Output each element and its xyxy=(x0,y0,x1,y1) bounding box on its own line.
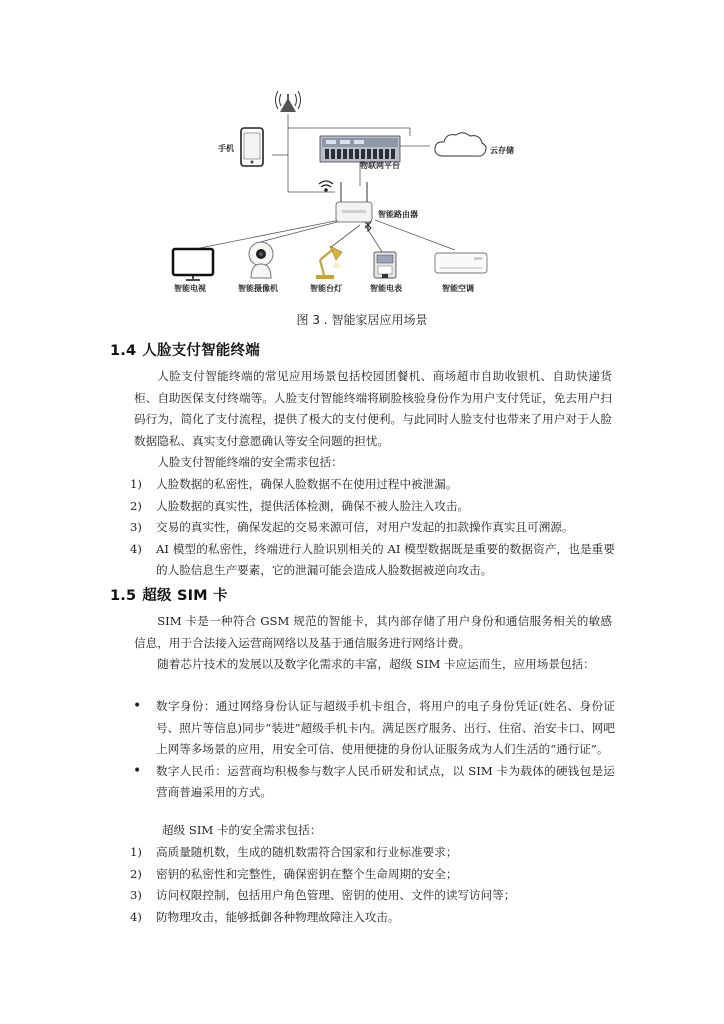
label-iot-platform: 物联网平台 xyxy=(360,161,400,170)
list-item xyxy=(110,696,615,761)
list-number: 4) xyxy=(130,541,142,556)
list-text: 人脸数据的私密性，确保人脸数据不在使用过程中被泄漏。 xyxy=(156,477,458,491)
list-item xyxy=(110,539,615,582)
bullet-mark: • xyxy=(133,762,142,779)
section-title: 超级 SIM 卡 xyxy=(142,588,228,604)
paragraph-face-pay-req-intro: 人脸支付智能终端的安全需求包括： xyxy=(157,455,343,469)
bullet-mark: • xyxy=(133,698,142,714)
list-item xyxy=(110,517,615,539)
label-camera: 智能摄像机 xyxy=(238,284,278,293)
list-text: 数字身份：通过网络身份认证与超级手机卡组合，将用户的电子身份凭证(姓名、身份证号、照片等信息)同步“装进”超级手机卡内。满足医疗服务、出行、住宿、治安卡口、网吧上网等多场景的应用，用安全可信、使用便捷的身份认证服务成为人们生活的“通行证”。 xyxy=(156,699,615,757)
list-item xyxy=(110,496,615,518)
list-text: 数字人民币：运营商均积极参与数字人民币研发和试点，以 SIM 卡为载体的硬钱包是运营商普遍采用的方式。 xyxy=(156,763,615,800)
label-lamp: 智能台灯 xyxy=(310,284,342,293)
section-heading-1-5 xyxy=(110,584,228,605)
list-text: 高质量随机数，生成的随机数需符合国家和行业标准要求； xyxy=(156,845,458,859)
label-tv: 智能电视 xyxy=(174,284,206,293)
list-text: 密钥的私密性和完整性，确保密钥在整个生命周期的安全； xyxy=(156,866,458,881)
smart-home-diagram xyxy=(160,80,540,302)
list-number: 3) xyxy=(130,888,142,903)
label-phone: 手机 xyxy=(218,144,234,153)
list-item xyxy=(110,474,615,496)
paragraph-sim-req-intro: 超级 SIM 卡的安全需求包括： xyxy=(162,823,322,837)
list-number: 1) xyxy=(130,477,142,491)
label-cloud-storage: 云存储 xyxy=(490,146,514,155)
list-text: 交易的真实性，确保发起的交易来源可信，对用户发起的扣款操作真实且可溯源。 xyxy=(156,520,574,535)
list-item xyxy=(110,842,615,864)
list-text: 防物理攻击，能够抵御各种物理故障注入攻击。 xyxy=(156,909,400,924)
section-number: 1.5 xyxy=(110,588,137,604)
list-text: 访问权限控制，包括用户角色管理、密钥的使用、文件的读写访问等； xyxy=(156,888,516,903)
list-text: AI 模型的私密性，终端进行人脸识别相关的 AI 模型数据既是重要的数据资产，也是重要的人脸信息生产要素，它的泄漏可能会造成人脸数据被逆向攻击。 xyxy=(156,541,615,578)
section-title: 人脸支付智能终端 xyxy=(142,343,260,359)
list-item xyxy=(110,864,615,886)
face-pay-requirements-list xyxy=(110,474,615,582)
paragraph-sim-scenarios-intro: 随着芯片技术的发展以及数字化需求的丰富，超级 SIM 卡应运而生，应用场景包括： xyxy=(157,657,595,671)
section-heading-1-4 xyxy=(110,339,260,360)
sim-requirements-list xyxy=(110,842,615,928)
label-ac: 智能空调 xyxy=(442,284,474,293)
antenna-icon xyxy=(276,91,301,112)
list-item xyxy=(110,761,615,804)
label-router: 智能路由器 xyxy=(378,210,418,219)
list-number: 3) xyxy=(130,520,142,535)
label-meter: 智能电表 xyxy=(370,284,402,293)
list-number: 2) xyxy=(130,866,142,881)
list-number: 2) xyxy=(130,498,142,513)
list-item xyxy=(110,885,615,907)
list-number: 1) xyxy=(130,845,142,859)
section-number: 1.4 xyxy=(110,343,137,359)
wifi-icon xyxy=(319,181,333,191)
paragraph-sim-intro: SIM 卡是一种符合 GSM 规范的智能卡，其内部存储了用户身份和通信服务相关的敏感信息，用于合法接入运营商网络以及基于通信服务进行网络计费。 xyxy=(134,614,612,650)
list-text: 人脸数据的真实性，提供活体检测，确保不被人脸注入攻击。 xyxy=(156,498,470,513)
figure-caption: 图 3 . 智能家居应用场景 xyxy=(296,313,428,327)
list-number: 4) xyxy=(130,909,142,924)
paragraph-face-pay-intro: 人脸支付智能终端的常见应用场景包括校园团餐机、商场超市自助收银机、自助快递货柜、自助医保支付终端等。人脸支付智能终端将刷脸核验身份作为用户支付凭证，免去用户扫码行为，简化了支付流程，提供了极大的支付便利。与此同时人脸支付也带来了用户对于人脸数据隐私、真实支付意愿确认等安全问题的担忧。 xyxy=(134,369,612,448)
list-item xyxy=(110,907,615,929)
sim-scenarios-list xyxy=(110,696,615,804)
